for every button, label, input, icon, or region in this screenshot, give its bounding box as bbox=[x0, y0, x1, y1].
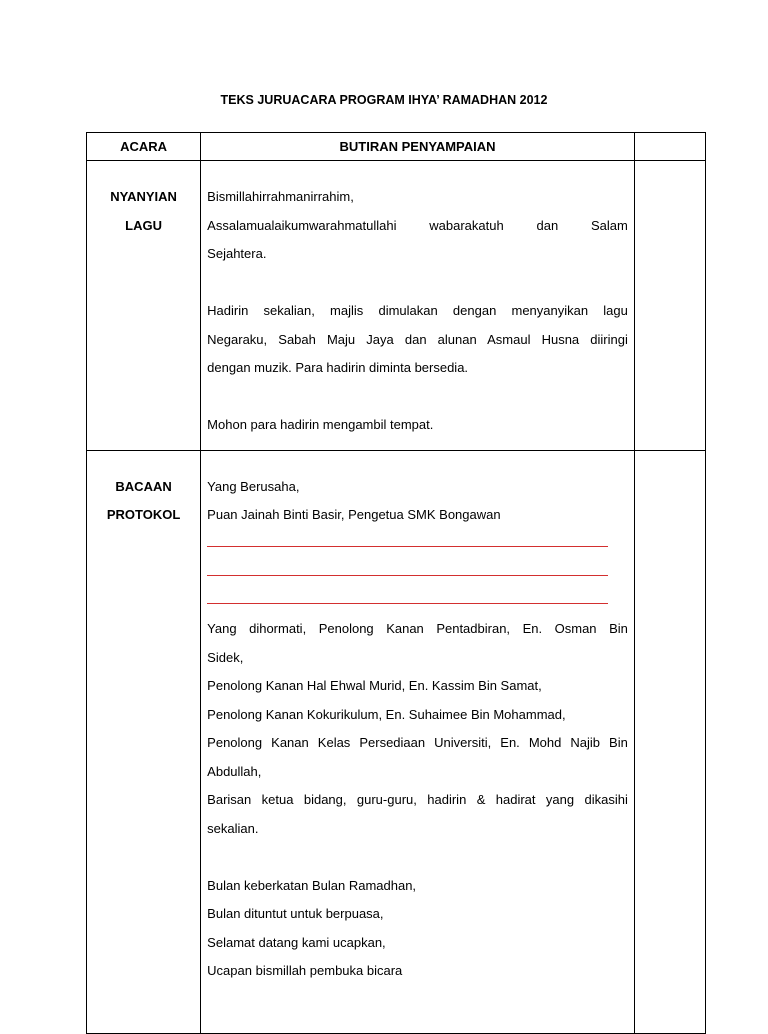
text-line: Penolong Kanan Kelas Persediaan Universiti, En. Mohd Najib Bin bbox=[207, 735, 628, 750]
text-line: Bulan dituntut untuk berpuasa, bbox=[207, 906, 384, 921]
header-butiran: BUTIRAN PENYAMPAIAN bbox=[201, 133, 635, 161]
extra-cell bbox=[634, 161, 705, 451]
table-row bbox=[87, 161, 706, 451]
fill-in-line bbox=[207, 530, 628, 559]
text-line: dengan muzik. Para hadirin diminta bersedia. bbox=[207, 360, 469, 375]
page-title: TEKS JURUACARA PROGRAM IHYA’ RAMADHAN 2012 bbox=[220, 93, 548, 107]
text-line: Mohon para hadirin mengambil tempat. bbox=[207, 417, 434, 432]
text-line: Negaraku, Sabah Maju Jaya dan alunan Asmaul Husna diiringi bbox=[207, 331, 628, 347]
text-line: Puan Jainah Binti Basir, Pengetua SMK Bongawan bbox=[207, 507, 501, 522]
paragraph-gap bbox=[207, 383, 628, 412]
script-table bbox=[86, 132, 706, 1034]
acara-label-line: BACAAN bbox=[115, 478, 172, 494]
text-line: Yang dihormati, Penolong Kanan Pentadbiran, En. Osman Bin bbox=[207, 621, 628, 636]
extra-cell bbox=[634, 450, 705, 1033]
header-extra bbox=[634, 133, 705, 161]
text-line: Assalamualaikumwarahmatullahi wabarakatuh dan Salam bbox=[207, 217, 628, 233]
acara-label-line: NYANYIAN bbox=[110, 189, 177, 204]
text-line: sekalian. bbox=[207, 820, 259, 836]
text-line: Sejahtera. bbox=[207, 246, 267, 261]
text-line: Bulan keberkatan Bulan Ramadhan, bbox=[207, 877, 417, 893]
table-row bbox=[87, 450, 706, 1033]
fill-in-line bbox=[207, 587, 628, 616]
text-line: Barisan ketua bidang, guru-guru, hadirin & hadirat yang dikasihi bbox=[207, 792, 628, 807]
acara-label-line: PROTOKOL bbox=[106, 507, 181, 522]
butiran-cell bbox=[201, 450, 635, 1033]
butiran-cell bbox=[201, 161, 635, 451]
text-line: Sidek, bbox=[207, 649, 244, 665]
text-line: Penolong Kanan Hal Ehwal Murid, En. Kassim Bin Samat, bbox=[207, 678, 542, 693]
acara-cell bbox=[87, 161, 201, 451]
text-line: Selamat datang kami ucapkan, bbox=[207, 934, 386, 950]
fill-in-line bbox=[207, 558, 628, 587]
header-acara: ACARA bbox=[87, 133, 201, 161]
text-line: Abdullah, bbox=[207, 763, 262, 779]
text-line: Penolong Kanan Kokurikulum, En. Suhaimee Bin Mohammad, bbox=[207, 706, 566, 722]
paragraph-gap bbox=[207, 269, 628, 298]
acara-label-line: LAGU bbox=[125, 217, 162, 233]
text-line: Hadirin sekalian, majlis dimulakan dengan menyanyikan lagu bbox=[207, 303, 628, 318]
paragraph-gap bbox=[207, 843, 628, 872]
acara-cell bbox=[87, 450, 201, 1033]
text-line: Yang Berusaha, bbox=[207, 478, 300, 494]
table-header-row bbox=[87, 133, 706, 161]
text-line: Ucapan bismillah pembuka bicara bbox=[207, 963, 403, 978]
text-line: Bismillahirrahmanirrahim, bbox=[207, 189, 354, 204]
